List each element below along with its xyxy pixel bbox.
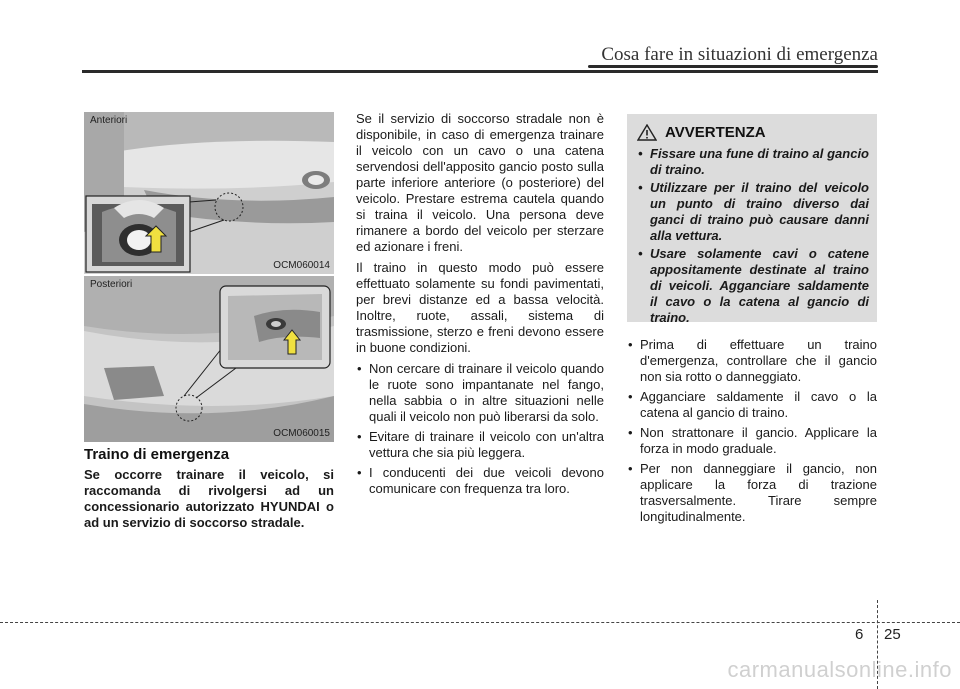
bullet-glyph: • <box>357 429 362 444</box>
bullet-glyph: • <box>638 146 643 161</box>
paragraph: Il traino in questo modo può essere effettuato solamente su fondi pavimentati, per brevi distanze ed a bassa velocità. Inoltre, ruote, assali, sistema di trasmissione, sterzo e freni devono essere in buone condizioni. <box>356 260 604 355</box>
list-item-text: Evitare di trainare il veicolo con un'altra vettura che sia più leggera. <box>369 429 604 460</box>
bullet-glyph: • <box>638 180 643 195</box>
list-item <box>627 425 877 457</box>
bullet-glyph: • <box>357 361 362 376</box>
bullet-glyph: • <box>628 337 633 352</box>
figure-code: OCM060015 <box>273 428 330 439</box>
bullet-list <box>356 361 604 497</box>
warning-item-text: Utilizzare per il traino del veicolo un punto di traino diverso dai ganci di traino può causare danni alla vettura. <box>650 180 869 243</box>
page-header-title: Cosa fare in situazioni di emergenza <box>601 44 878 65</box>
paragraph: Se il servizio di soccorso stradale non è disponibile, in caso di emergenza trainare il veicolo con un cavo o una catena servendosi dell'apposito gancio posto sulla parte inferiore anteriore (o posteriore) del veicolo. Prestare estrema cautela quando si traina il veicolo. Una persona deve rimanere a bordo del veicolo per sterzare ed azionare i freni. <box>356 111 604 254</box>
list-item <box>627 461 877 525</box>
list-item-text: Per non danneggiare il gancio, non applicare la forza di trazione trasversalmente. Tirare sempre longitudinalmente. <box>640 461 877 524</box>
bullet-glyph: • <box>628 461 633 476</box>
warning-item <box>637 146 869 178</box>
bullet-glyph: • <box>357 465 362 480</box>
section-title: Traino di emergenza <box>84 446 230 463</box>
figure-code: OCM060014 <box>273 260 330 271</box>
list-item <box>356 465 604 497</box>
figure-rear-tow-hook <box>84 276 334 442</box>
warning-list <box>637 146 869 328</box>
front-bumper-illustration <box>84 112 334 274</box>
list-item-text: Agganciare saldamente il cavo o la catena al gancio di traino. <box>640 389 877 420</box>
list-item <box>627 389 877 421</box>
list-item-text: Prima di effettuare un traino d'emergenza, controllare che il gancio non sia rotto o danneggiato. <box>640 337 877 384</box>
list-item <box>356 429 604 461</box>
column-3 <box>627 337 877 529</box>
bullet-glyph: • <box>638 246 643 261</box>
bullet-glyph: • <box>628 389 633 404</box>
list-item-text: Non cercare di trainare il veicolo quando le ruote sono impantanate nel fango, nella sabbia o in altre situazioni nelle quali il veicolo non può liberarsi da solo. <box>369 361 604 424</box>
warning-item <box>637 180 869 244</box>
footer-rule <box>0 622 960 623</box>
list-item-text: I conducenti dei due veicoli devono comunicare con frequenza tra loro. <box>369 465 604 496</box>
column-2 <box>356 111 604 501</box>
warning-item <box>637 246 869 326</box>
page-number: 25 <box>884 626 901 643</box>
chapter-number: 6 <box>855 626 864 643</box>
figure-front-tow-hook <box>84 112 334 274</box>
header-rule <box>82 70 878 73</box>
section-intro: Se occorre trainare il veicolo, si raccomanda di rivolgersi ad un concessionario autorizzato HYUNDAI o ad un servizio di soccorso stradale. <box>84 467 334 530</box>
bullet-glyph: • <box>628 425 633 440</box>
list-item <box>627 337 877 385</box>
warning-triangle-icon <box>637 124 657 141</box>
list-item-text: Non strattonare il gancio. Applicare la forza in modo graduale. <box>640 425 877 456</box>
figure-corner-label: Anteriori <box>90 115 128 126</box>
warning-item-text: Usare solamente cavi o catene appositamente destinate al traino di veicoli. Agganciare saldamente il cavo o la catena al gancio di traino. <box>650 246 869 325</box>
warning-box <box>627 114 877 325</box>
list-item <box>356 361 604 425</box>
figure-corner-label: Posteriori <box>90 279 133 290</box>
rear-bumper-illustration <box>84 276 334 442</box>
warning-title: AVVERTENZA <box>665 124 766 141</box>
watermark: carmanualsonline.info <box>727 657 952 682</box>
header-rule-accent <box>588 65 878 68</box>
warning-header <box>637 124 766 141</box>
bullet-list <box>627 337 877 525</box>
warning-item-text: Fissare una fune di traino al gancio di traino. <box>650 146 869 177</box>
